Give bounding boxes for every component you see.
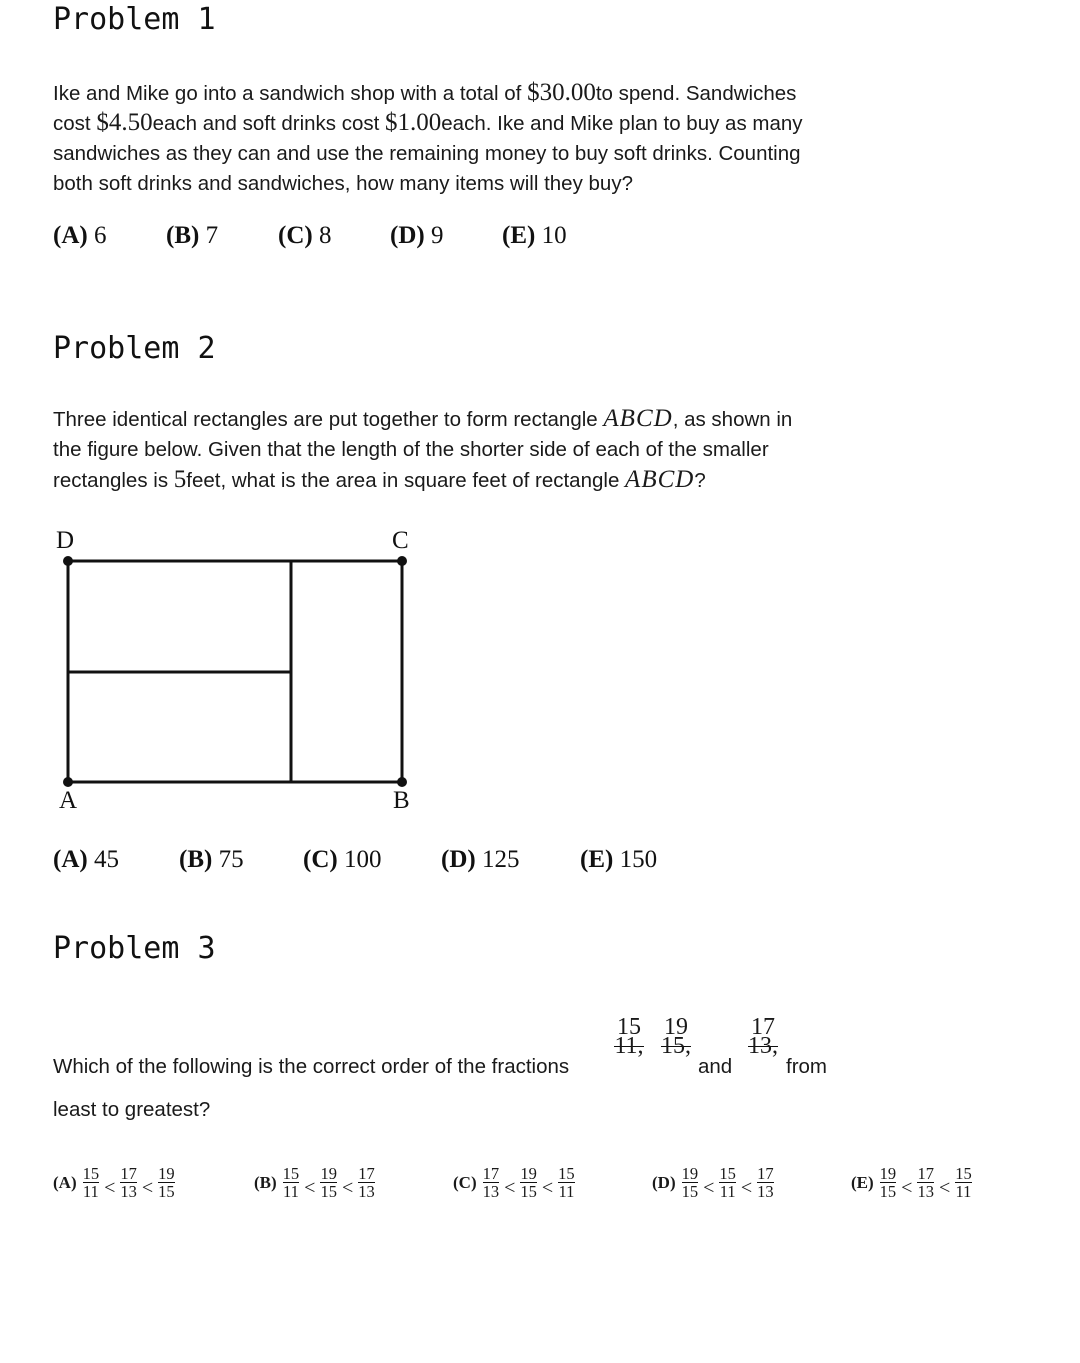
- less-than: <: [901, 1177, 913, 1199]
- choice-label: (B): [179, 846, 213, 873]
- choice-value: 100: [343, 846, 382, 873]
- fraction: $\frac{19}{15}$: [879, 1164, 897, 1201]
- fraction: $\frac{15}{11}$: [282, 1164, 300, 1201]
- and-word: and: [698, 1055, 733, 1078]
- fraction: $\frac{15}{11}$: [558, 1164, 575, 1201]
- money-sandwich: $4.50: [96, 109, 153, 136]
- problem-1-choice-a[interactable]: [53, 222, 106, 250]
- choice-value: 150: [619, 846, 658, 873]
- problem-1-choice-c[interactable]: [278, 222, 331, 250]
- choice-label: (D): [390, 222, 425, 249]
- problem-2-choice-c[interactable]: [303, 846, 381, 874]
- choice-label: (D): [652, 1172, 676, 1192]
- point-d: [63, 556, 73, 566]
- text: , as shown in: [672, 408, 793, 431]
- choice-value: 7: [205, 222, 219, 249]
- choice-value: 8: [318, 222, 332, 249]
- choice-label: (A): [53, 846, 88, 873]
- less-than: <: [304, 1177, 316, 1199]
- fraction: $\frac{19}{15}$: [520, 1164, 537, 1201]
- choice-label: (C): [453, 1172, 477, 1192]
- text: cost: [53, 112, 91, 135]
- fraction: $\frac{17}{13}$: [482, 1164, 500, 1201]
- rect-name: ABCD: [603, 405, 673, 432]
- label-b: B: [393, 787, 410, 814]
- problem-3-title: Problem 3: [53, 931, 216, 966]
- problem-3-line-1-text: Which of the following is the correct order of the fractions: [53, 1055, 570, 1078]
- fraction: $\frac{17}{13}$: [917, 1164, 934, 1201]
- numerator: 17: [751, 1014, 775, 1040]
- point-c: [397, 556, 407, 566]
- text: feet, what is the area in square feet of rectangle: [186, 469, 620, 492]
- fraction: $\frac{15}{11}$: [82, 1164, 100, 1201]
- choice-value: 6: [93, 222, 107, 249]
- problem-2-line-2: the figure below. Given that the length of the shorter side of each of the smaller: [53, 438, 769, 461]
- label-a: A: [59, 787, 78, 814]
- money-total: $30.00: [527, 79, 596, 106]
- problem-1-line-4: both soft drinks and sandwiches, how many items will they buy?: [53, 172, 633, 195]
- less-than: <: [740, 1177, 753, 1199]
- text: rectangles is: [53, 469, 169, 492]
- choice-label: (A): [53, 222, 88, 249]
- problem-3-choice-b[interactable]: [254, 1165, 375, 1200]
- fraction: $\frac{19}{15}$: [320, 1164, 337, 1201]
- problem-3-line-2: least to greatest?: [53, 1098, 211, 1121]
- fraction: $\frac{15}{11}$: [955, 1164, 972, 1201]
- fraction: $\frac{17}{13}$: [757, 1164, 774, 1201]
- numerator: 19: [664, 1014, 688, 1040]
- numerator: 15: [617, 1014, 641, 1040]
- choice-value: 10: [541, 222, 567, 249]
- text: ?: [694, 469, 706, 492]
- choice-label: (A): [53, 1172, 77, 1192]
- choice-label: (D): [441, 846, 476, 873]
- denominator: 15,: [661, 1033, 691, 1059]
- label-c: C: [392, 527, 409, 554]
- choice-label: (E): [502, 222, 536, 249]
- less-than: <: [938, 1177, 951, 1199]
- choice-label: (E): [580, 846, 614, 873]
- problem-1-line-2: [53, 108, 803, 139]
- less-than: <: [141, 1177, 154, 1199]
- problem-1-title: Problem 1: [53, 2, 216, 37]
- problem-1-line-3: sandwiches as they can and use the remaining money to buy soft drinks. Counting: [53, 142, 801, 165]
- choice-value: 9: [430, 222, 444, 249]
- money-drink: $1.00: [385, 109, 442, 136]
- problem-1-choice-e[interactable]: [502, 222, 567, 250]
- denominator: 13,: [748, 1033, 778, 1059]
- choice-label: (E): [851, 1172, 874, 1192]
- fraction-17-13: [746, 1014, 780, 1060]
- from-word: from: [786, 1055, 827, 1078]
- problem-1-line-1: [53, 78, 796, 109]
- fraction-19-15: [659, 1014, 693, 1060]
- problem-3-choice-c[interactable]: [453, 1165, 575, 1200]
- problem-2-choice-d[interactable]: [441, 846, 519, 874]
- choice-label: (C): [278, 222, 313, 249]
- problem-2-line-3: [53, 465, 706, 496]
- fraction: $\frac{19}{15}$: [158, 1164, 175, 1201]
- less-than: <: [541, 1177, 554, 1199]
- fraction: $\frac{17}{13}$: [358, 1164, 375, 1201]
- problem-2-choice-e[interactable]: [580, 846, 657, 874]
- text: each and soft drinks cost: [152, 112, 380, 135]
- choice-value: 45: [93, 846, 119, 873]
- fraction-15-11: [612, 1014, 646, 1060]
- choice-value: 125: [481, 846, 520, 873]
- point-a: [63, 777, 73, 787]
- less-than: <: [104, 1177, 116, 1199]
- text: Ike and Mike go into a sandwich shop with a total of: [53, 82, 522, 105]
- fraction: $\frac{15}{11}$: [719, 1164, 736, 1201]
- text: to spend. Sandwiches: [595, 82, 797, 105]
- problem-2-choice-b[interactable]: [179, 846, 244, 874]
- choice-label: (C): [303, 846, 338, 873]
- less-than: <: [504, 1177, 516, 1199]
- problem-3-choice-a[interactable]: [53, 1165, 175, 1200]
- problem-3-choice-e[interactable]: [851, 1165, 972, 1200]
- choice-value: 75: [218, 846, 244, 873]
- side-length: 5: [173, 466, 187, 493]
- choice-label: (B): [254, 1172, 277, 1192]
- problem-1-choice-d[interactable]: [390, 222, 443, 250]
- problem-2-choice-a[interactable]: [53, 846, 119, 874]
- rectangle-figure: [40, 525, 440, 825]
- problem-3-choice-d[interactable]: [652, 1165, 774, 1200]
- text: Three identical rectangles are put together to form rectangle: [53, 408, 598, 431]
- denominator: 11,: [614, 1033, 644, 1059]
- choice-label: (B): [166, 222, 200, 249]
- problem-1-choice-b[interactable]: [166, 222, 218, 250]
- point-b: [397, 777, 407, 787]
- rect-name: ABCD: [625, 466, 695, 493]
- problem-2-title: Problem 2: [53, 331, 216, 366]
- less-than: <: [341, 1177, 354, 1199]
- label-d: D: [56, 527, 75, 554]
- problem-2-line-1: [53, 404, 792, 435]
- less-than: <: [703, 1177, 715, 1199]
- fraction: $\frac{19}{15}$: [681, 1164, 699, 1201]
- text: each. Ike and Mike plan to buy as many: [441, 112, 803, 135]
- fraction: $\frac{17}{13}$: [120, 1164, 137, 1201]
